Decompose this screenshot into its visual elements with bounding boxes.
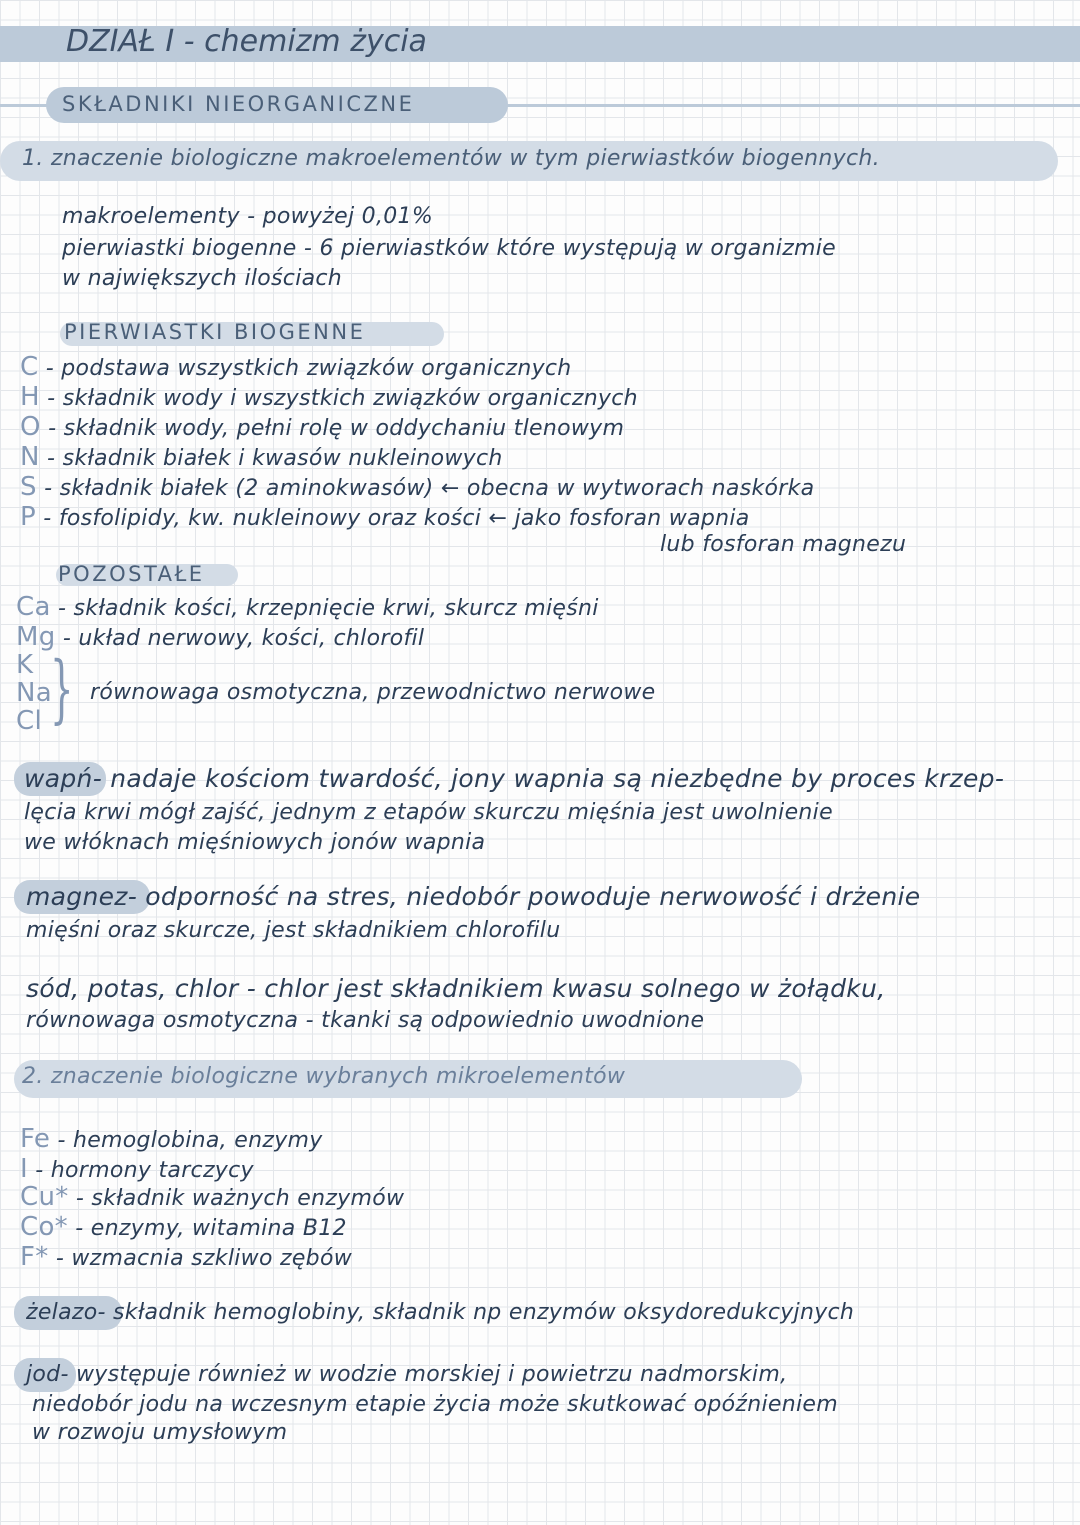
- element-description: - składnik wody, pełni rolę w oddychaniu tlenowym: [48, 416, 625, 441]
- other-item-k: [16, 650, 33, 680]
- jod-line-3: w rozwoju umysłowym: [32, 1420, 288, 1445]
- question-1: 1. znaczenie biologiczne makroelementów w tym pierwiastków biogennych.: [22, 146, 880, 171]
- definition-macroelements: makroelementy - powyżej 0,01%: [62, 204, 434, 229]
- element-symbol: K: [16, 650, 34, 680]
- micro-item-co: [20, 1212, 347, 1242]
- micro-item-fe: [20, 1124, 323, 1154]
- element-symbol: N: [20, 442, 40, 472]
- magnez-line-1: [26, 882, 920, 911]
- magnez-label: magnez: [26, 882, 128, 911]
- definition-biogenic-line-2: w największych ilościach: [62, 266, 343, 291]
- jod-text-1: - występuje również w wodzie morskiej i powietrzu nadmorskim,: [60, 1362, 788, 1387]
- biogenic-item-p: [20, 502, 750, 532]
- element-description: - układ nerwowy, kości, chlorofil: [62, 626, 425, 651]
- page-title: DZIAŁ I - chemizm życia: [66, 24, 427, 59]
- element-symbol: Cu*: [20, 1182, 69, 1212]
- element-symbol: Co*: [20, 1212, 68, 1242]
- element-symbol: F*: [20, 1242, 49, 1272]
- heading-biogenic: PIERWIASTKI BIOGENNE: [64, 320, 366, 344]
- element-symbol: C: [20, 352, 39, 382]
- magnez-text-1: - odporność na stres, niedobór powoduje nerwowość i drżenie: [127, 882, 921, 911]
- biogenic-item-s: [20, 472, 814, 502]
- biogenic-p-note: lub fosforan magnezu: [660, 532, 907, 557]
- element-description: - hemoglobina, enzymy: [57, 1128, 323, 1153]
- heading-other: POZOSTAŁE: [58, 562, 205, 586]
- wapn-line-2: lęcia krwi mógł zajść, jednym z etapów skurczu mięśnia jest uwolnienie: [24, 800, 833, 825]
- magnez-line-2: mięśni oraz skurcze, jest składnikiem chlorofilu: [26, 918, 561, 943]
- zelazo-line-1: [26, 1300, 854, 1325]
- other-kna-cl-description: równowaga osmotyczna, przewodnictwo nerwowe: [90, 680, 656, 705]
- other-item-mg: [16, 622, 424, 652]
- element-symbol: Na: [16, 678, 52, 708]
- definition-biogenic-line-1: pierwiastki biogenne - 6 pierwiastków które występują w organizmie: [62, 236, 837, 261]
- element-symbol: O: [20, 412, 41, 442]
- other-item-cl: [16, 706, 42, 736]
- element-description: - enzymy, witamina B12: [75, 1216, 347, 1241]
- element-symbol: P: [20, 502, 36, 532]
- jod-line-2: niedobór jodu na wczesnym etapie życia może skutkować opóźnieniem: [32, 1392, 838, 1417]
- jod-label: jod: [26, 1362, 61, 1387]
- element-description: - hormony tarczycy: [35, 1158, 254, 1183]
- element-description: - składnik kości, krzepnięcie krwi, skurcz mięśni: [57, 596, 599, 621]
- wapn-text-1: - nadaje kościom twardość, jony wapnia są niezbędne by proces krzep-: [92, 764, 1005, 793]
- element-symbol: H: [20, 382, 40, 412]
- biogenic-item-n: [20, 442, 503, 472]
- micro-item-f: [20, 1242, 352, 1272]
- element-symbol: Cl: [16, 706, 42, 736]
- element-description: - fosfolipidy, kw. nukleinowy oraz kości ← jako fosforan wapnia: [43, 506, 750, 531]
- element-description: - podstawa wszystkich związków organicznych: [45, 356, 572, 381]
- element-description: - składnik białek i kwasów nukleinowych: [47, 446, 503, 471]
- zelazo-label: żelazo: [26, 1300, 98, 1325]
- element-symbol: S: [20, 472, 37, 502]
- section-heading-inorganic: SKŁADNIKI NIEORGANICZNE: [62, 92, 415, 116]
- element-description: - wzmacnia szkliwo zębów: [55, 1246, 352, 1271]
- question-2: 2. znaczenie biologiczne wybranych mikroelementów: [22, 1064, 626, 1089]
- biogenic-item-h: [20, 382, 638, 412]
- wapn-line-3: we włóknach mięśniowych jonów wapnia: [24, 830, 486, 855]
- biogenic-item-o: [20, 412, 624, 442]
- sod-line-2: równowaga osmotyczna - tkanki są odpowiednio uwodnione: [26, 1008, 705, 1033]
- element-symbol: I: [20, 1154, 28, 1184]
- element-description: - składnik wody i wszystkich związków organicznych: [47, 386, 638, 411]
- wapn-label: wapń: [24, 764, 93, 793]
- element-description: - składnik białek (2 aminokwasów) ← obecna w wytworach naskórka: [44, 476, 815, 501]
- other-item-ca: [16, 592, 599, 622]
- element-symbol: Fe: [20, 1124, 51, 1154]
- element-symbol: Mg: [16, 622, 56, 652]
- element-description: - składnik ważnych enzymów: [75, 1186, 405, 1211]
- wapn-line-1: [24, 764, 1004, 793]
- element-symbol: Ca: [16, 592, 51, 622]
- sod-line-1: sód, potas, chlor - chlor jest składnikiem kwasu solnego w żołądku,: [26, 974, 886, 1003]
- biogenic-item-c: [20, 352, 572, 382]
- micro-item-i: [20, 1154, 254, 1184]
- micro-item-cu: [20, 1182, 404, 1212]
- jod-line-1: [26, 1362, 787, 1387]
- zelazo-text-1: - składnik hemoglobiny, składnik np enzymów oksydoredukcyjnych: [97, 1300, 855, 1325]
- brace-icon: }: [50, 646, 74, 732]
- other-item-na: [16, 678, 52, 708]
